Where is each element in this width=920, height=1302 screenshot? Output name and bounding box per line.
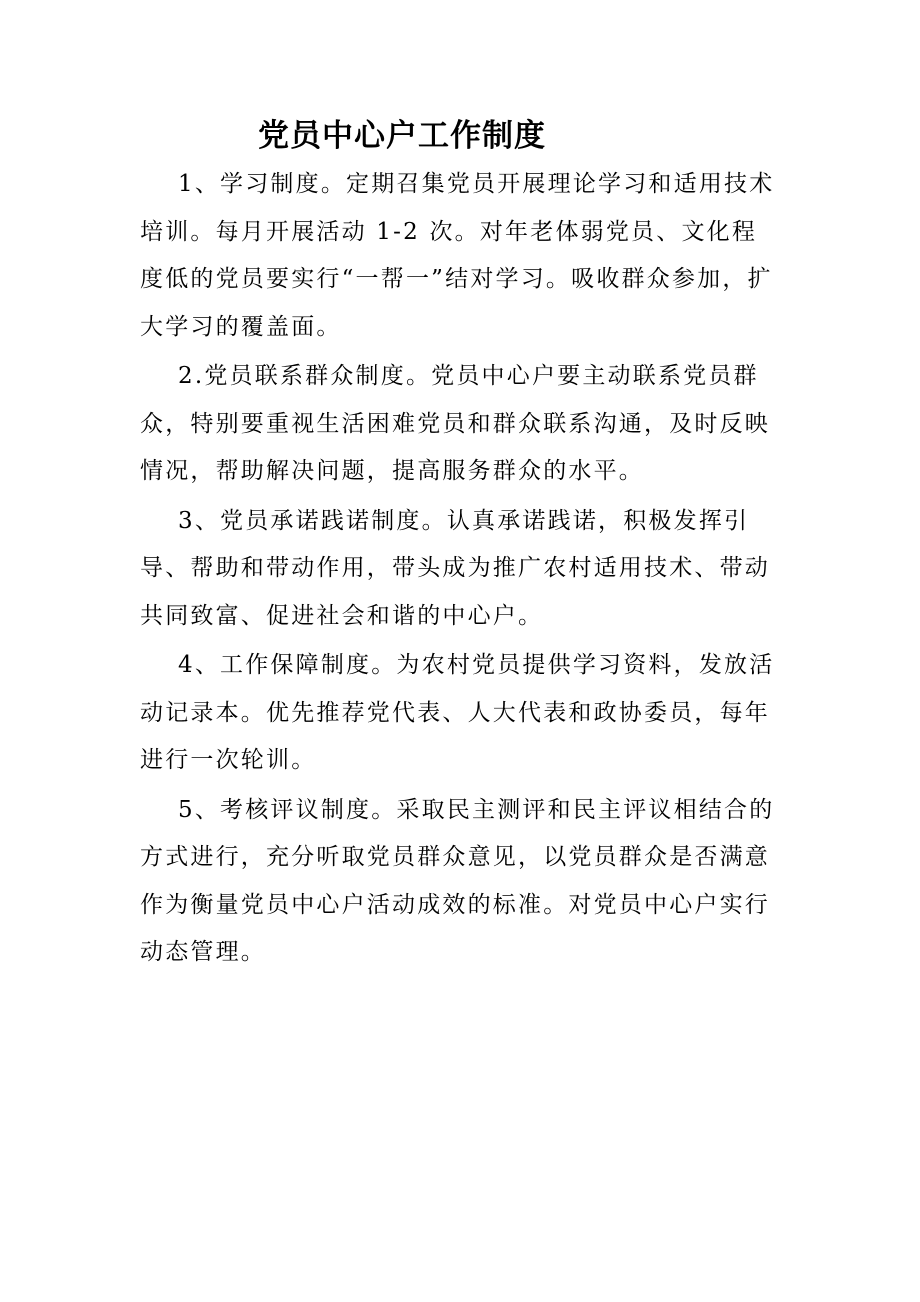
paragraph-study-system: 1、学习制度。定期召集党员开展理论学习和适用技术培训。每月开展活动 1-2 次。对年老体弱党员、文化程度低的党员要实行“一帮一”结对学习。吸收群众参加，扩大学习的覆盖面。	[140, 171, 775, 340]
paragraph-commitment-system: 3、党员承诺践诺制度。认真承诺践诺，积极发挥引导、帮助和带动作用，带头成为推广农村适用技术、带动共同致富、促进社会和谐的中心户。	[140, 507, 770, 629]
paragraph-contact-masses-system: 2.党员联系群众制度。党员中心户要主动联系党员群众，特别要重视生活困难党员和群众联系沟通，及时反映情况，帮助解决问题，提高服务群众的水平。	[140, 363, 770, 484]
document-body	[140, 161, 780, 979]
paragraph-work-guarantee-system: 4、工作保障制度。为农村党员提供学习资料，发放活动记录本。优先推荐党代表、人大代表和政协委员，每年进行一次轮训。	[140, 652, 775, 773]
paragraph-assessment-system: 5、考核评议制度。采取民主测评和民主评议相结合的方式进行，充分听取党员群众意见，以党员群众是否满意作为衡量党员中心户活动成效的标准。对党员中心户实行动态管理。	[140, 796, 775, 965]
document-title: 党员中心户工作制度	[258, 118, 546, 154]
